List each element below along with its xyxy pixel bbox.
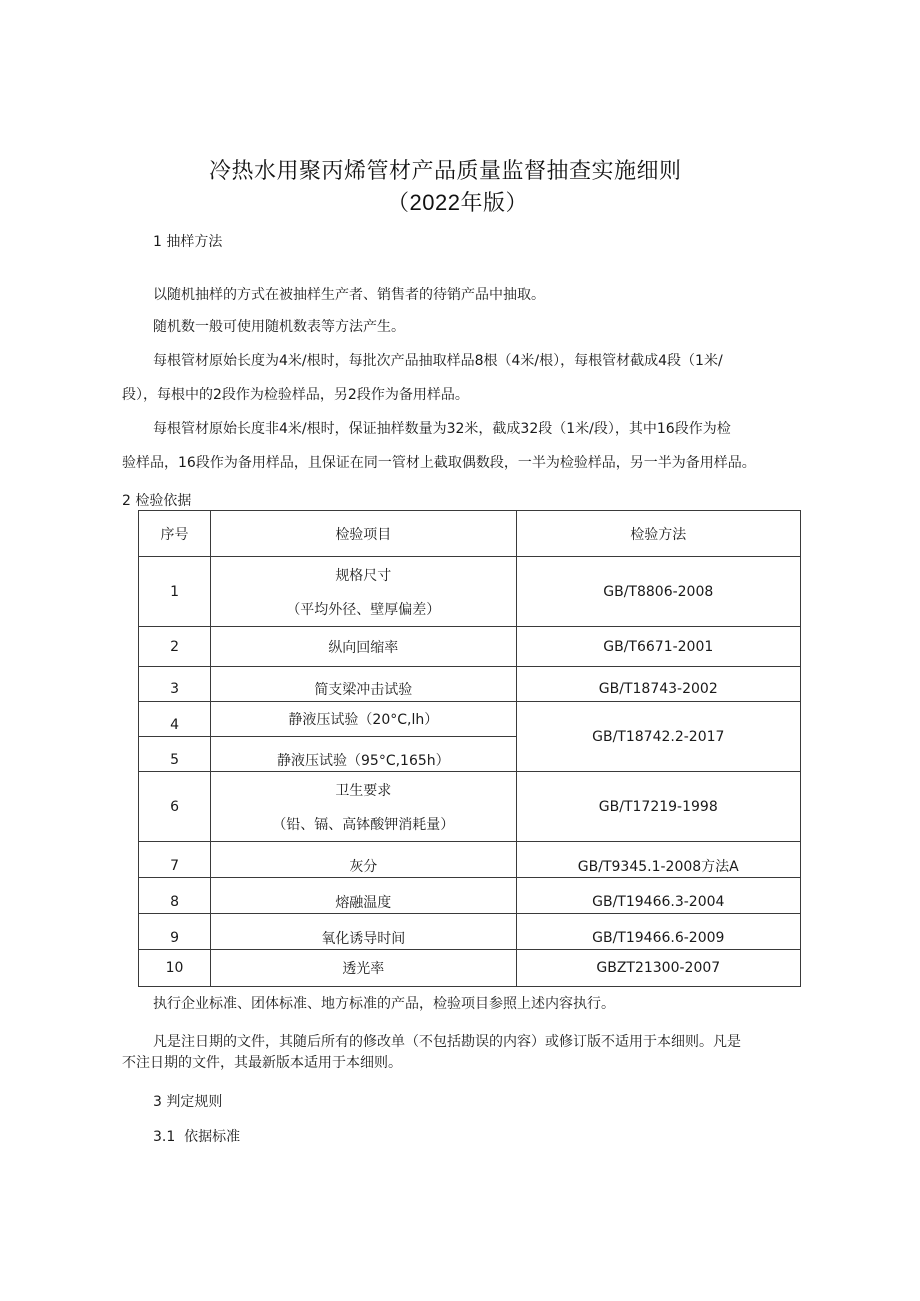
row-no: 2 [139, 627, 211, 667]
table-row [139, 842, 801, 878]
row-no: 1 [139, 557, 211, 627]
row-item: 静液压试验（95°C,165h） [211, 737, 516, 772]
section1-paragraph-3-line2: 段），每根中的2段作为检验样品，另2段作为备用样品。 [122, 387, 469, 403]
row-no: 3 [139, 667, 211, 702]
row-item: 纵向回缩率 [211, 627, 516, 667]
row-item-main: 卫生要求 [335, 782, 392, 799]
row-item: 透光率 [211, 950, 516, 987]
row-no: 4 [139, 702, 211, 737]
row-item: 静液压试验（20°C,lh） [211, 702, 516, 737]
table-row [139, 702, 801, 737]
row-item: 熔融温度 [211, 878, 516, 914]
section2-note-1: 执行企业标准、团体标准、地方标准的产品，检验项目参照上述内容执行。 [153, 996, 615, 1012]
table-row [139, 772, 801, 842]
row-no: 8 [139, 878, 211, 914]
row-item-main: 规格尺寸 [335, 567, 392, 584]
row-method-merged: GB/T18742.2-2017 [516, 702, 800, 772]
row-method: GBZT21300-2007 [516, 950, 800, 987]
section3-heading: 3 判定规则 [153, 1094, 223, 1110]
row-item [211, 772, 516, 842]
document-title-line2: （2022年版） [387, 190, 528, 215]
section3-subheading-1: 3.1 依据标准 [153, 1129, 241, 1145]
row-item: 氧化诱导时间 [211, 914, 516, 950]
table-row [139, 557, 801, 627]
section1-heading: 1 抽样方法 [153, 234, 223, 250]
row-item-sub: （平均外径、壁厚偏差） [286, 601, 441, 618]
section2-note-2-line1: 凡是注日期的文件，其随后所有的修改单（不包括勘误的内容）或修订版不适用于本细则。凡是 [153, 1034, 741, 1050]
row-no: 5 [139, 737, 211, 772]
table-header-row [139, 511, 801, 557]
row-item: 灰分 [211, 842, 516, 878]
header-method: 检验方法 [516, 511, 800, 557]
row-item-sub: （铅、镉、高钵酸钾消耗量） [272, 816, 455, 833]
table-row [139, 914, 801, 950]
row-method: GB/T18743-2002 [516, 667, 800, 702]
header-item: 检验项目 [211, 511, 516, 557]
row-item [211, 557, 516, 627]
section2-note-2-line2: 不注日期的文件，其最新版本适用于本细则。 [122, 1055, 402, 1071]
table-row [139, 627, 801, 667]
inspection-table [138, 510, 801, 987]
section1-paragraph-4-line2: 验样品，16段作为备用样品，且保证在同一管材上截取偶数段，一半为检验样品，另一半为备用样品。 [122, 455, 756, 471]
table-row [139, 667, 801, 702]
row-method: GB/T6671-2001 [516, 627, 800, 667]
row-no: 6 [139, 772, 211, 842]
row-method: GB/T8806-2008 [516, 557, 800, 627]
header-no: 序号 [139, 511, 211, 557]
row-method: GB/T19466.3-2004 [516, 878, 800, 914]
table-row [139, 878, 801, 914]
document-title-line1: 冷热水用聚丙烯管材产品质量监督抽查实施细则 [209, 159, 682, 184]
section1-paragraph-2: 随机数一般可使用随机数表等方法产生。 [153, 319, 405, 335]
row-no: 9 [139, 914, 211, 950]
table-row [139, 950, 801, 987]
section2-heading: 2 检验依据 [122, 493, 192, 509]
section1-paragraph-1: 以随机抽样的方式在被抽样生产者、销售者的待销产品中抽取。 [153, 287, 545, 303]
row-item: 简支梁冲击试验 [211, 667, 516, 702]
row-method: GB/T17219-1998 [516, 772, 800, 842]
section1-paragraph-3-line1: 每根管材原始长度为4米/根时，每批次产品抽取样品8根（4米/根），每根管材截成4段（1米/ [153, 353, 723, 369]
row-no: 10 [139, 950, 211, 987]
row-method: GB/T19466.6-2009 [516, 914, 800, 950]
section1-paragraph-4-line1: 每根管材原始长度非4米/根时，保证抽样数量为32米，截成32段（1米/段），其中16段作为检 [153, 421, 731, 437]
row-no: 7 [139, 842, 211, 878]
row-method: GB/T9345.1-2008方法A [516, 842, 800, 878]
